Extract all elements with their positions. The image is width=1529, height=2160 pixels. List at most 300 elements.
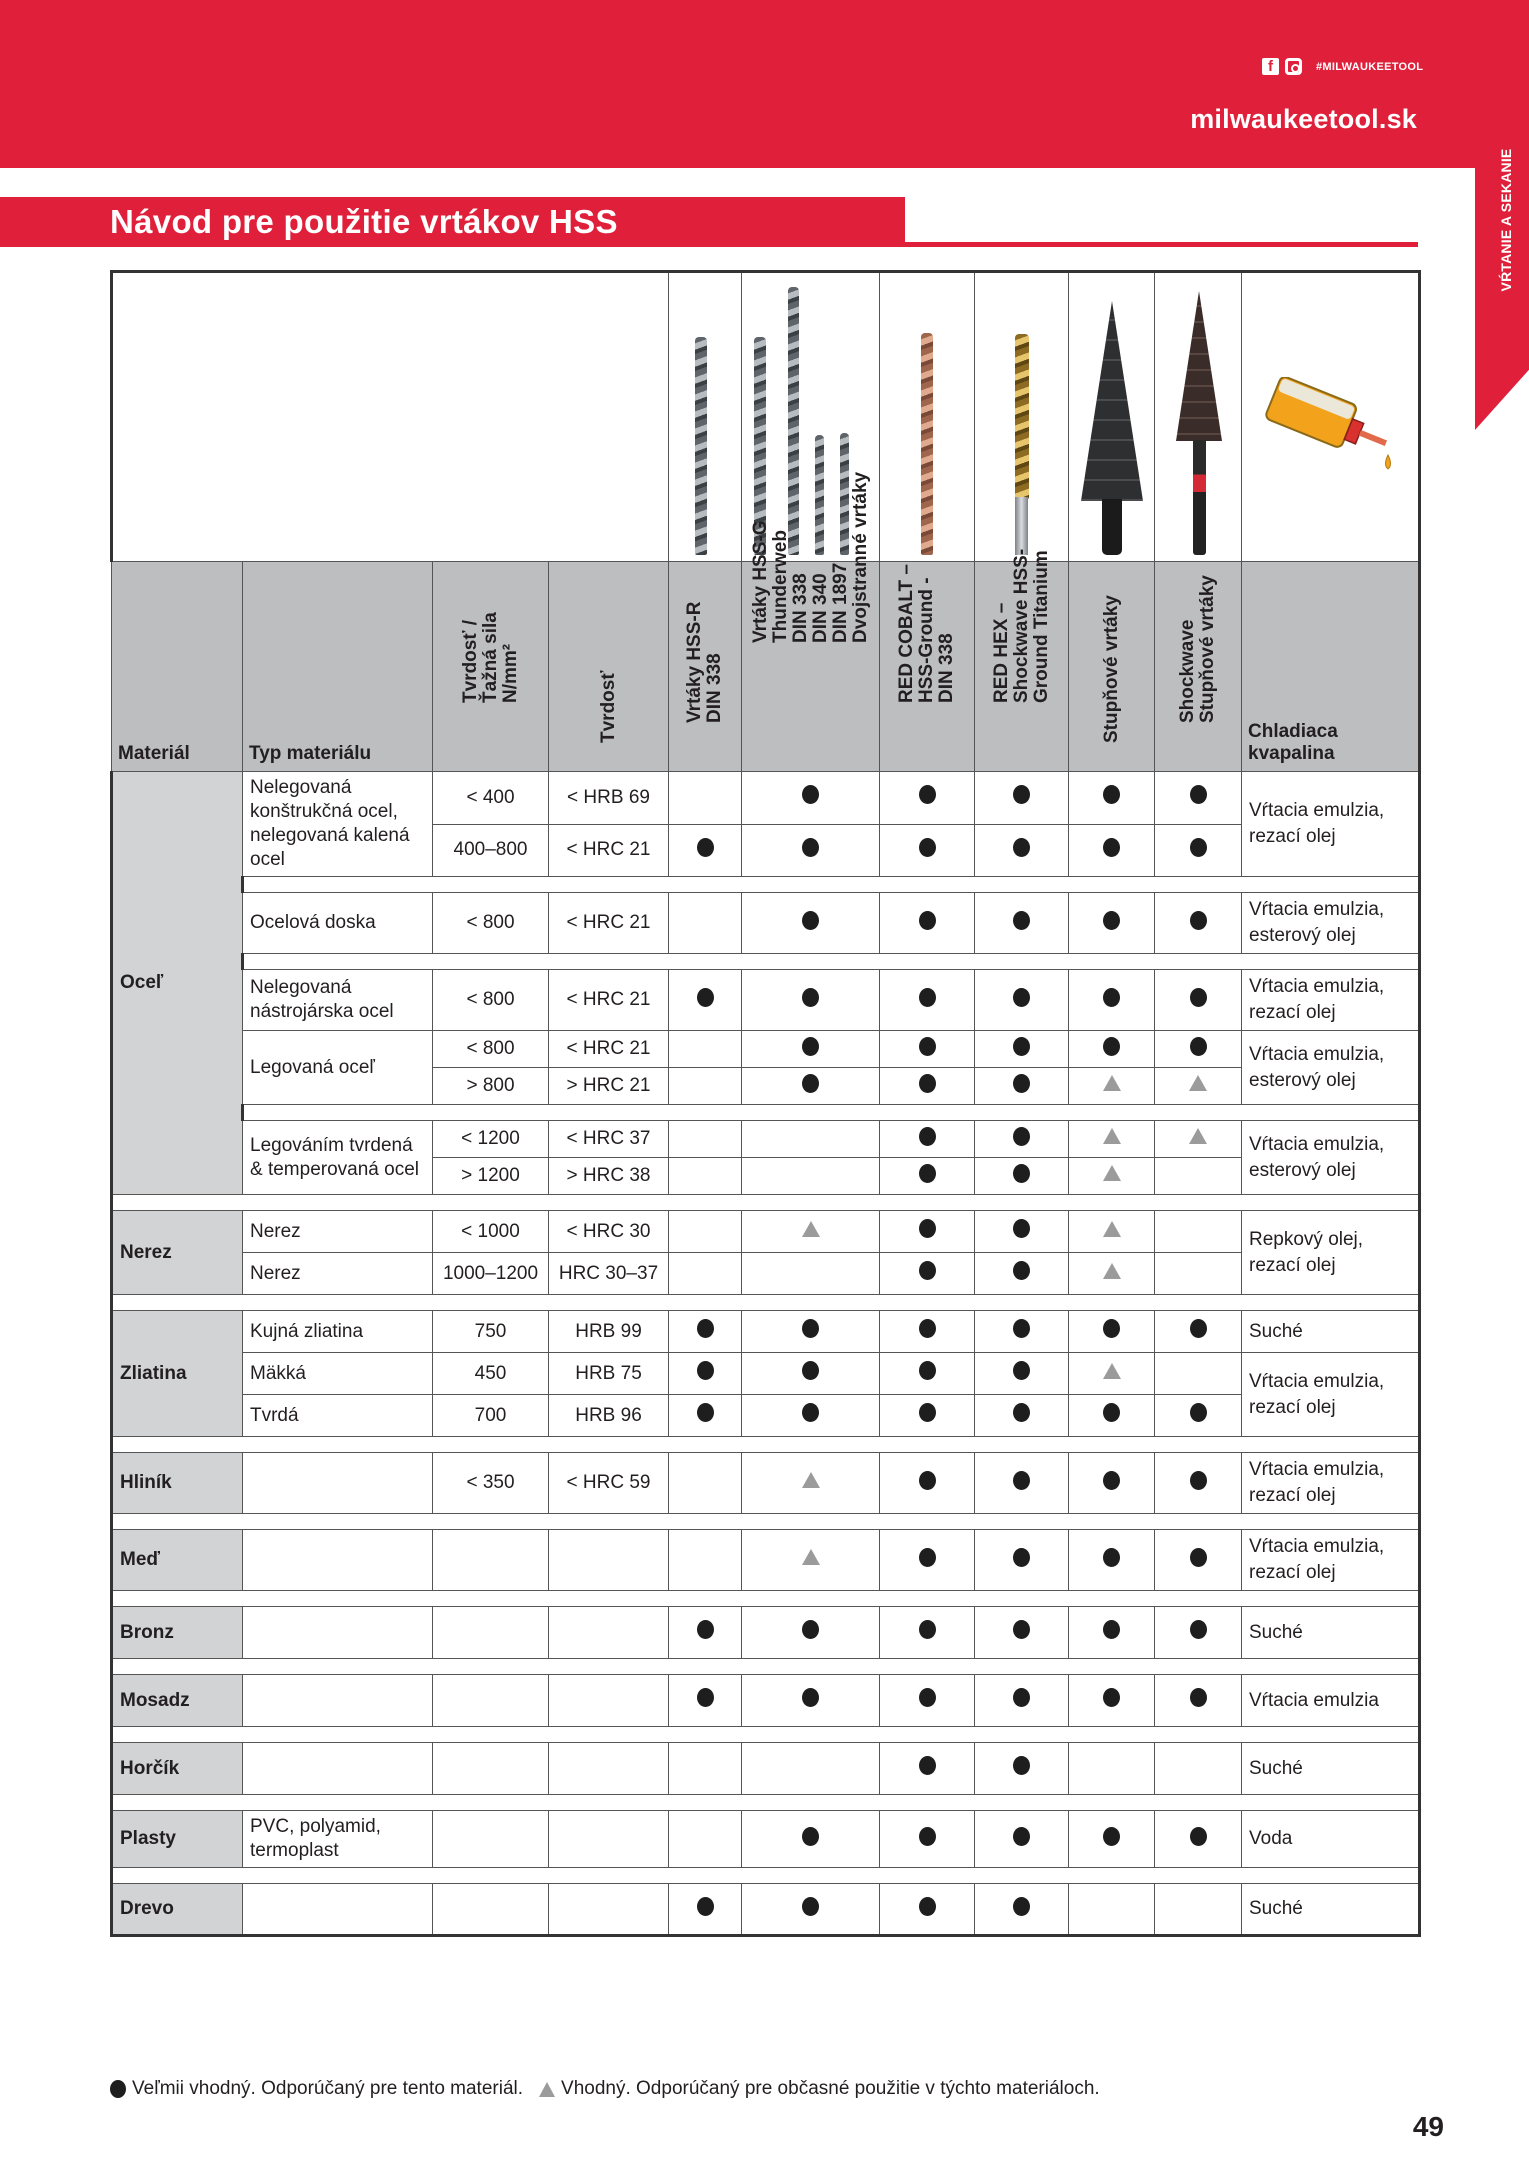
- suitable-triangle-icon: [802, 1549, 820, 1565]
- tensile-cell: [433, 1884, 549, 1936]
- very-suitable-dot-icon: [919, 1164, 936, 1183]
- suitability-cell: [1069, 1031, 1155, 1068]
- step-drill-icon: [1081, 301, 1143, 501]
- suitability-cell: [1069, 1743, 1155, 1795]
- very-suitable-dot-icon: [1103, 1319, 1120, 1338]
- very-suitable-dot-icon: [697, 988, 714, 1007]
- website-link[interactable]: milwaukeetool.sk: [1190, 104, 1417, 134]
- coolant-cell: Vŕtacia emulzia, esterový olej: [1242, 893, 1420, 954]
- very-suitable-dot-icon: [1103, 1037, 1120, 1056]
- suitability-cell: [1155, 893, 1242, 954]
- header-material: Materiál: [112, 562, 243, 772]
- very-suitable-dot-icon: [1190, 1827, 1207, 1846]
- very-suitable-dot-icon: [110, 2080, 126, 2098]
- suitability-cell: [975, 1353, 1069, 1395]
- suitability-cell: [880, 1311, 975, 1353]
- suitability-cell: [880, 1068, 975, 1105]
- material-type-cell: Nerez: [243, 1211, 433, 1253]
- suitability-cell: [742, 772, 880, 825]
- hardness-cell: HRB 96: [549, 1395, 669, 1437]
- coolant-cell: Vŕtacia emulzia, esterový olej: [1242, 1121, 1420, 1195]
- hardness-cell: [549, 1530, 669, 1591]
- coolant-cell: Vŕtacia emulzia, rezací olej: [1242, 1530, 1420, 1591]
- suitability-cell: [742, 1353, 880, 1395]
- very-suitable-dot-icon: [802, 1827, 819, 1846]
- very-suitable-dot-icon: [802, 785, 819, 804]
- header-coolant: Chladiaca kvapalina: [1242, 562, 1420, 772]
- table-row: [112, 1395, 1420, 1437]
- very-suitable-dot-icon: [1190, 1319, 1207, 1338]
- suitability-cell: [880, 772, 975, 825]
- suitability-cell: [880, 893, 975, 954]
- material-type-cell: [243, 1743, 433, 1795]
- very-suitable-dot-icon: [697, 1620, 714, 1639]
- tensile-cell: [433, 1607, 549, 1659]
- suitability-cell: [1155, 1353, 1242, 1395]
- tensile-cell: 700: [433, 1395, 549, 1437]
- very-suitable-dot-icon: [1013, 1548, 1030, 1567]
- hardness-cell: < HRC 21: [549, 893, 669, 954]
- suitability-cell: [669, 1675, 742, 1727]
- very-suitable-dot-icon: [1103, 1827, 1120, 1846]
- tensile-cell: 450: [433, 1353, 549, 1395]
- tensile-cell: [433, 1811, 549, 1868]
- very-suitable-dot-icon: [697, 1361, 714, 1380]
- product-image-step-drill: [1069, 272, 1155, 562]
- suitability-cell: [975, 1158, 1069, 1195]
- legend-dot-text: Veľmii vhodný. Odporúčaný pre tento materiál.: [132, 2078, 524, 2099]
- tensile-cell: > 800: [433, 1068, 549, 1105]
- very-suitable-dot-icon: [919, 1361, 936, 1380]
- suitability-cell: [1069, 1158, 1155, 1195]
- tensile-cell: < 800: [433, 970, 549, 1031]
- suitability-cell: [1155, 1158, 1242, 1195]
- material-type-cell: [243, 1607, 433, 1659]
- shockwave-shank-icon: [1193, 440, 1206, 555]
- table-row: [112, 893, 1420, 954]
- tensile-cell: > 1200: [433, 1158, 549, 1195]
- material-type-cell: Nerez: [243, 1253, 433, 1295]
- material-type-cell: [243, 1675, 433, 1727]
- coolant-cell: Suché: [1242, 1607, 1420, 1659]
- row-spacer: [112, 1105, 1420, 1121]
- material-type-cell: [243, 1530, 433, 1591]
- tensile-cell: < 800: [433, 893, 549, 954]
- suitability-cell: [1155, 1031, 1242, 1068]
- header-tool-hss-g: Vrtáky HSS-G Thunderweb DIN 338 DIN 340 DIN 1897 Dvojstranné vrtáky: [742, 562, 880, 772]
- suitability-cell: [1155, 1068, 1242, 1105]
- suitability-cell: [1069, 1530, 1155, 1591]
- very-suitable-dot-icon: [919, 911, 936, 930]
- group-spacer: [112, 1437, 1420, 1453]
- very-suitable-dot-icon: [1190, 1471, 1207, 1490]
- very-suitable-dot-icon: [1103, 1403, 1120, 1422]
- suitability-cell: [742, 1530, 880, 1591]
- suitability-cell: [1069, 1121, 1155, 1158]
- coolant-cell: Vŕtacia emulzia, rezací olej: [1242, 772, 1420, 877]
- very-suitable-dot-icon: [1013, 1361, 1030, 1380]
- suitable-triangle-icon: [1103, 1128, 1121, 1144]
- material-cell: Meď: [112, 1530, 243, 1591]
- very-suitable-dot-icon: [1013, 1756, 1030, 1775]
- very-suitable-dot-icon: [919, 988, 936, 1007]
- suitability-cell: [1155, 1211, 1242, 1253]
- suitability-cell: [742, 1121, 880, 1158]
- hardness-cell: HRB 75: [549, 1353, 669, 1395]
- header-band: [0, 0, 1529, 168]
- suitability-cell: [742, 1158, 880, 1195]
- very-suitable-dot-icon: [1013, 1074, 1030, 1093]
- suitability-cell: [1069, 970, 1155, 1031]
- table-row: [112, 1743, 1420, 1795]
- row-spacer: [112, 877, 1420, 893]
- suitability-cell: [742, 824, 880, 877]
- material-type-cell: Tvrdá: [243, 1395, 433, 1437]
- shockwave-step-drill-icon: [1176, 291, 1222, 441]
- very-suitable-dot-icon: [919, 1620, 936, 1639]
- suitability-cell: [975, 1607, 1069, 1659]
- very-suitable-dot-icon: [1103, 1688, 1120, 1707]
- very-suitable-dot-icon: [1103, 911, 1120, 930]
- material-cell: Hliník: [112, 1453, 243, 1514]
- suitable-triangle-icon: [1189, 1128, 1207, 1144]
- header-hardness: [549, 562, 669, 772]
- suitability-cell: [880, 1353, 975, 1395]
- suitable-triangle-icon: [1103, 1363, 1121, 1379]
- suitability-cell: [975, 1031, 1069, 1068]
- very-suitable-dot-icon: [1013, 1620, 1030, 1639]
- tensile-cell: [433, 1530, 549, 1591]
- suitability-cell: [1069, 1395, 1155, 1437]
- facebook-icon[interactable]: f: [1262, 58, 1279, 75]
- suitability-cell: [669, 1158, 742, 1195]
- suitability-cell: [975, 1395, 1069, 1437]
- suitability-cell: [1069, 1068, 1155, 1105]
- very-suitable-dot-icon: [802, 838, 819, 857]
- header-tool-red-hex: RED HEX – Shockwave HSS- Ground Titanium: [975, 562, 1069, 772]
- row-spacer: [112, 954, 1420, 970]
- very-suitable-dot-icon: [1190, 838, 1207, 857]
- group-spacer: [112, 1591, 1420, 1607]
- table-row: [112, 1121, 1420, 1158]
- suitability-cell: [1155, 1395, 1242, 1437]
- very-suitable-dot-icon: [919, 1037, 936, 1056]
- very-suitable-dot-icon: [1190, 1688, 1207, 1707]
- suitability-cell: [975, 1530, 1069, 1591]
- very-suitable-dot-icon: [919, 1827, 936, 1846]
- very-suitable-dot-icon: [697, 838, 714, 857]
- instagram-icon[interactable]: [1285, 58, 1302, 75]
- material-cell: Plasty: [112, 1811, 243, 1868]
- suitability-cell: [669, 1811, 742, 1868]
- table-row: [112, 1211, 1420, 1253]
- very-suitable-dot-icon: [1190, 911, 1207, 930]
- material-type-cell: Nelegovaná nástrojárska ocel: [243, 970, 433, 1031]
- title-banner: [0, 197, 905, 247]
- group-spacer: [112, 1295, 1420, 1311]
- table-row: [112, 1884, 1420, 1936]
- material-cell: Mosadz: [112, 1675, 243, 1727]
- tensile-cell: < 1000: [433, 1211, 549, 1253]
- hardness-cell: [549, 1811, 669, 1868]
- suitability-cell: [975, 1068, 1069, 1105]
- header-tensile-text: Tvrdosť / Ťažná sila N/mm²: [459, 612, 521, 703]
- tensile-cell: < 800: [433, 1031, 549, 1068]
- suitability-cell: [880, 1743, 975, 1795]
- suitability-cell: [975, 1675, 1069, 1727]
- very-suitable-dot-icon: [1013, 988, 1030, 1007]
- hardness-cell: HRB 99: [549, 1311, 669, 1353]
- suitability-cell: [975, 970, 1069, 1031]
- suitability-cell: [975, 824, 1069, 877]
- very-suitable-dot-icon: [919, 785, 936, 804]
- very-suitable-dot-icon: [1013, 911, 1030, 930]
- suitability-cell: [1069, 1884, 1155, 1936]
- very-suitable-dot-icon: [919, 1897, 936, 1916]
- hardness-cell: < HRC 21: [549, 1031, 669, 1068]
- suitability-cell: [1069, 893, 1155, 954]
- hardness-cell: HRC 30–37: [549, 1253, 669, 1295]
- tensile-cell: 750: [433, 1311, 549, 1353]
- suitability-cell: [742, 1811, 880, 1868]
- hardness-cell: < HRC 37: [549, 1121, 669, 1158]
- suitability-cell: [975, 772, 1069, 825]
- very-suitable-dot-icon: [919, 1548, 936, 1567]
- very-suitable-dot-icon: [919, 1688, 936, 1707]
- suitability-cell: [669, 1607, 742, 1659]
- suitability-cell: [880, 1607, 975, 1659]
- very-suitable-dot-icon: [697, 1688, 714, 1707]
- suitability-cell: [880, 1453, 975, 1514]
- very-suitable-dot-icon: [1013, 1471, 1030, 1490]
- table-row: [112, 772, 1420, 825]
- table-row: [112, 1530, 1420, 1591]
- suitability-cell: [880, 1158, 975, 1195]
- suitability-cell: [742, 1311, 880, 1353]
- suitable-triangle-icon: [802, 1221, 820, 1237]
- very-suitable-dot-icon: [1013, 1219, 1030, 1238]
- very-suitable-dot-icon: [1013, 1319, 1030, 1338]
- material-cell: Drevo: [112, 1884, 243, 1936]
- header-tool-red-cobalt: RED COBALT – HSS-Ground - DIN 338: [880, 562, 975, 772]
- suitability-cell: [1155, 1884, 1242, 1936]
- suitability-cell: [880, 1884, 975, 1936]
- tensile-cell: < 1200: [433, 1121, 549, 1158]
- very-suitable-dot-icon: [1103, 1620, 1120, 1639]
- very-suitable-dot-icon: [1103, 1471, 1120, 1490]
- suitability-cell: [975, 1453, 1069, 1514]
- suitability-cell: [1155, 970, 1242, 1031]
- suitability-cell: [742, 1884, 880, 1936]
- group-spacer: [112, 1727, 1420, 1743]
- titanium-drill-bit-icon: [1015, 334, 1029, 499]
- group-spacer: [112, 1795, 1420, 1811]
- header-tensile-strength: [433, 562, 549, 772]
- very-suitable-dot-icon: [1103, 838, 1120, 857]
- hardness-cell: > HRC 38: [549, 1158, 669, 1195]
- suitability-cell: [975, 893, 1069, 954]
- suitability-cell: [975, 1884, 1069, 1936]
- cobalt-drill-bit-icon: [921, 333, 933, 555]
- suitability-cell: [669, 893, 742, 954]
- product-image-shockwave-step-drill: [1155, 272, 1242, 562]
- very-suitable-dot-icon: [919, 1319, 936, 1338]
- suitability-cell: [975, 1743, 1069, 1795]
- very-suitable-dot-icon: [802, 1319, 819, 1338]
- suitability-cell: [1069, 1353, 1155, 1395]
- suitability-cell: [1069, 1453, 1155, 1514]
- very-suitable-dot-icon: [919, 1261, 936, 1280]
- suitability-cell: [1155, 1743, 1242, 1795]
- tensile-cell: < 350: [433, 1453, 549, 1514]
- very-suitable-dot-icon: [802, 1074, 819, 1093]
- suitability-cell: [669, 1311, 742, 1353]
- hardness-cell: [549, 1884, 669, 1936]
- material-type-cell: Ocelová doska: [243, 893, 433, 954]
- suitability-cell: [1155, 1453, 1242, 1514]
- suitability-cell: [880, 1253, 975, 1295]
- coolant-image: [1242, 272, 1420, 562]
- tensile-cell: 400–800: [433, 824, 549, 877]
- material-cell: Zliatina: [112, 1311, 243, 1437]
- suitable-triangle-icon: [1189, 1075, 1207, 1091]
- very-suitable-dot-icon: [919, 1074, 936, 1093]
- very-suitable-dot-icon: [1013, 1897, 1030, 1916]
- suitability-cell: [975, 1811, 1069, 1868]
- coolant-cell: Vŕtacia emulzia, esterový olej: [1242, 1031, 1420, 1105]
- header-tool-step-drill: Stupňové vrtáky: [1069, 562, 1155, 772]
- suitability-cell: [742, 1395, 880, 1437]
- very-suitable-dot-icon: [802, 1688, 819, 1707]
- very-suitable-dot-icon: [802, 1403, 819, 1422]
- tensile-cell: [433, 1675, 549, 1727]
- very-suitable-dot-icon: [802, 1897, 819, 1916]
- coolant-cell: Suché: [1242, 1311, 1420, 1353]
- suitable-triangle-icon: [1103, 1221, 1121, 1237]
- coolant-cell: Vŕtacia emulzia, rezací olej: [1242, 1353, 1420, 1437]
- very-suitable-dot-icon: [1013, 1688, 1030, 1707]
- suitability-cell: [742, 1743, 880, 1795]
- very-suitable-dot-icon: [1013, 1037, 1030, 1056]
- hardness-cell: < HRC 21: [549, 824, 669, 877]
- drill-usage-table: [110, 270, 1421, 1937]
- suitability-cell: [1069, 1675, 1155, 1727]
- suitability-cell: [975, 1311, 1069, 1353]
- table-row: [112, 1353, 1420, 1395]
- suitability-cell: [742, 1253, 880, 1295]
- drill-bit-icon: [695, 337, 707, 555]
- section-side-tab-label-wrap: [1491, 140, 1521, 300]
- suitability-cell: [880, 824, 975, 877]
- group-spacer: [112, 1659, 1420, 1675]
- suitability-cell: [1155, 1121, 1242, 1158]
- suitability-cell: [742, 1211, 880, 1253]
- suitability-cell: [975, 1211, 1069, 1253]
- suitability-cell: [742, 893, 880, 954]
- suitability-cell: [669, 1121, 742, 1158]
- suitability-cell: [742, 1675, 880, 1727]
- suitability-cell: [1155, 1311, 1242, 1353]
- very-suitable-dot-icon: [919, 1219, 936, 1238]
- suitable-triangle-icon: [802, 1472, 820, 1488]
- suitability-cell: [1069, 1311, 1155, 1353]
- suitability-cell: [669, 1453, 742, 1514]
- material-cell: Bronz: [112, 1607, 243, 1659]
- coolant-cell: Vŕtacia emulzia, rezací olej: [1242, 970, 1420, 1031]
- very-suitable-dot-icon: [1013, 1127, 1030, 1146]
- header-material-type: Typ materiálu: [243, 562, 433, 772]
- very-suitable-dot-icon: [697, 1403, 714, 1422]
- tensile-cell: < 400: [433, 772, 549, 825]
- coolant-cell: Vŕtacia emulzia, rezací olej: [1242, 1453, 1420, 1514]
- suitability-cell: [1155, 1253, 1242, 1295]
- suitability-cell: [880, 1211, 975, 1253]
- table-row: [112, 1253, 1420, 1295]
- suitability-cell: [880, 1530, 975, 1591]
- very-suitable-dot-icon: [1190, 1548, 1207, 1567]
- very-suitable-dot-icon: [1190, 1037, 1207, 1056]
- table-row: [112, 970, 1420, 1031]
- title-underline: [905, 242, 1418, 247]
- hardness-cell: < HRC 59: [549, 1453, 669, 1514]
- product-image-red-cobalt: [880, 272, 975, 562]
- material-type-cell: Kujná zliatina: [243, 1311, 433, 1353]
- very-suitable-dot-icon: [1190, 988, 1207, 1007]
- hashtag: #MILWAUKEETOOL: [1316, 60, 1424, 73]
- suitability-cell: [880, 1811, 975, 1868]
- suitability-cell: [669, 772, 742, 825]
- suitability-cell: [1069, 824, 1155, 877]
- very-suitable-dot-icon: [1103, 1548, 1120, 1567]
- hardness-cell: < HRC 21: [549, 970, 669, 1031]
- table-row: [112, 1031, 1420, 1068]
- suitability-cell: [669, 970, 742, 1031]
- coolant-cell: Repkový olej, rezací olej: [1242, 1211, 1420, 1295]
- suitability-cell: [880, 1675, 975, 1727]
- suitability-cell: [975, 1121, 1069, 1158]
- hardness-cell: [549, 1675, 669, 1727]
- group-spacer: [112, 1514, 1420, 1530]
- suitability-cell: [1069, 1811, 1155, 1868]
- group-spacer: [112, 1868, 1420, 1884]
- suitability-cell: [975, 1253, 1069, 1295]
- table-row: [112, 1811, 1420, 1868]
- hardness-cell: [549, 1607, 669, 1659]
- material-type-cell: Mäkká: [243, 1353, 433, 1395]
- suitability-cell: [1155, 1530, 1242, 1591]
- very-suitable-dot-icon: [1190, 1620, 1207, 1639]
- suitability-cell: [1069, 1211, 1155, 1253]
- table-header-row: [112, 562, 1420, 772]
- very-suitable-dot-icon: [1013, 1403, 1030, 1422]
- header-tool-shockwave-step-drill: Shockwave Stupňové vrtáky: [1155, 562, 1242, 772]
- very-suitable-dot-icon: [1190, 785, 1207, 804]
- material-type-cell: [243, 1884, 433, 1936]
- coolant-cell: Vŕtacia emulzia: [1242, 1675, 1420, 1727]
- suitability-cell: [1155, 772, 1242, 825]
- material-cell: Horčík: [112, 1743, 243, 1795]
- suitability-cell: [742, 1068, 880, 1105]
- very-suitable-dot-icon: [802, 1620, 819, 1639]
- material-cell: Nerez: [112, 1211, 243, 1295]
- suitability-cell: [1069, 1253, 1155, 1295]
- very-suitable-dot-icon: [1013, 785, 1030, 804]
- very-suitable-dot-icon: [1013, 1827, 1030, 1846]
- suitability-cell: [1155, 1607, 1242, 1659]
- suitability-cell: [1155, 1675, 1242, 1727]
- legend: [110, 2078, 1100, 2100]
- suitability-cell: [1155, 1811, 1242, 1868]
